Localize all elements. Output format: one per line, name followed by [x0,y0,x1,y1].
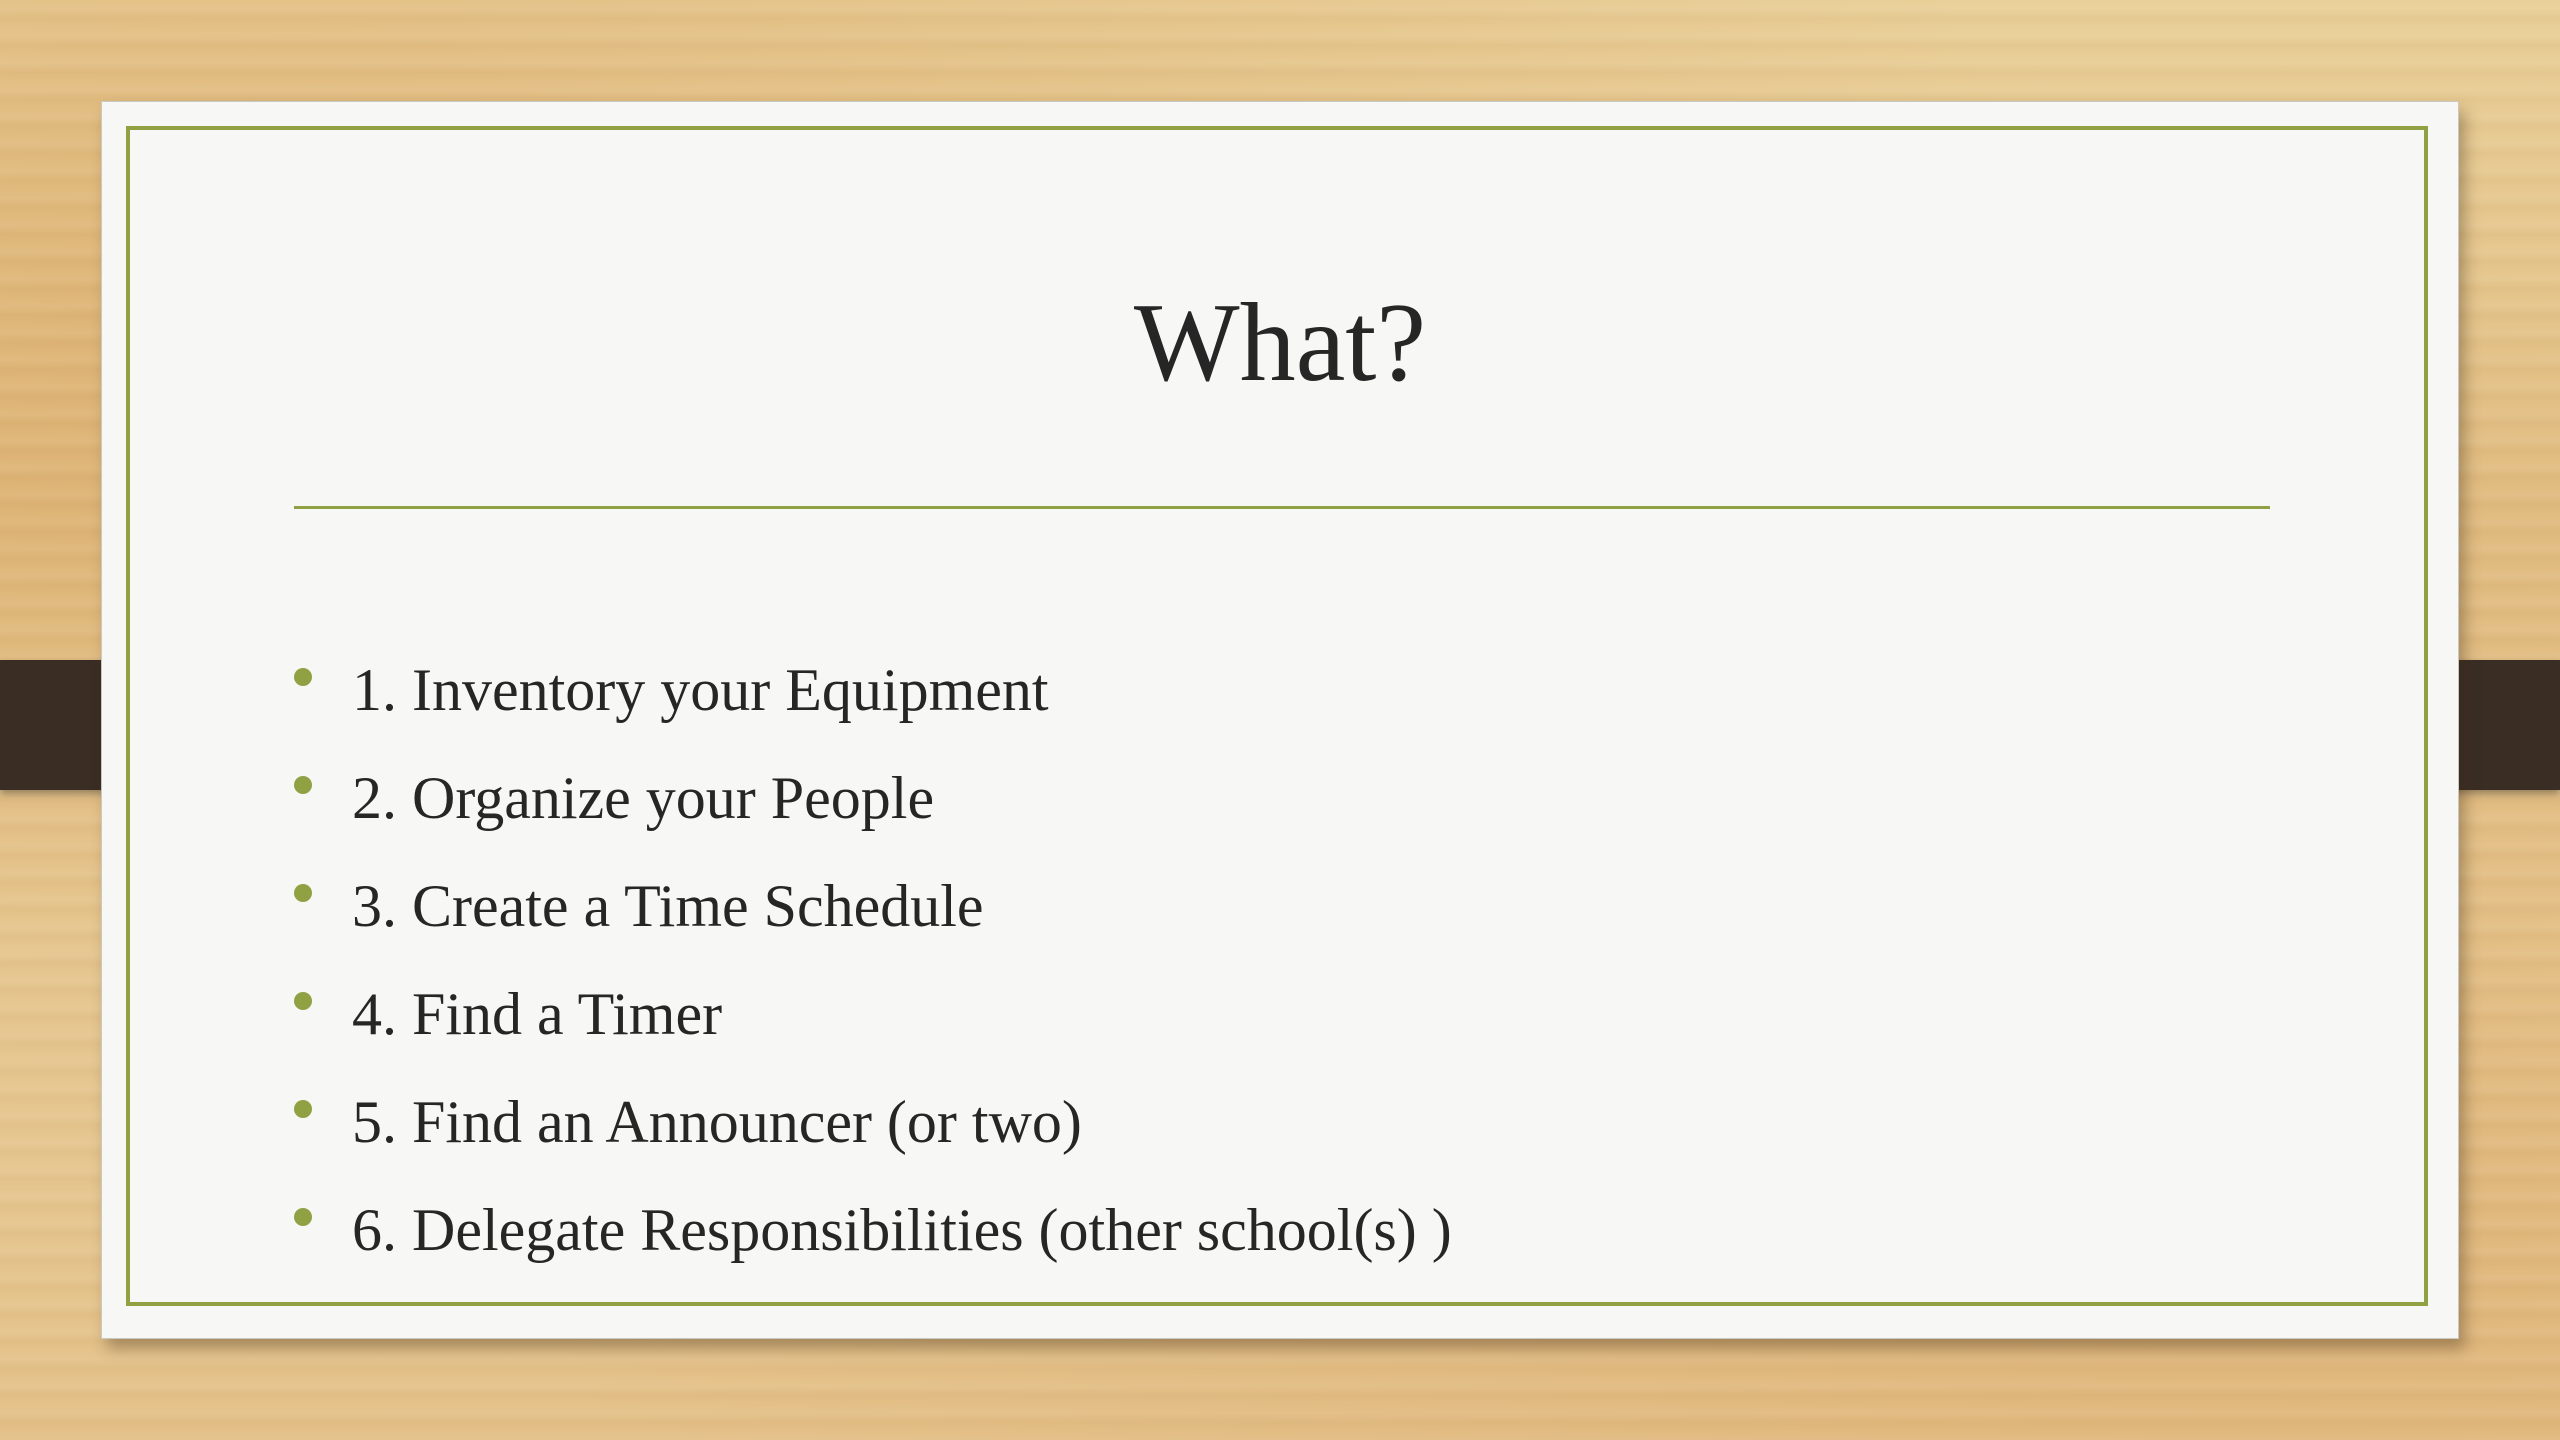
bullet-list [294,642,2244,1290]
bullet-text: 6. Delegate Responsibilities (other school(s) ) [352,1197,1452,1263]
bullet-dot-icon [294,992,312,1010]
bullet-item-1 [294,642,2244,750]
title-divider [294,506,2270,509]
slide-card [101,101,2459,1339]
bullet-text: 5. Find an Announcer (or two) [352,1089,1082,1155]
bullet-text: 4. Find a Timer [352,981,723,1047]
bullet-dot-icon [294,1208,312,1226]
bullet-dot-icon [294,884,312,902]
bullet-dot-icon [294,776,312,794]
bullet-item-2 [294,750,2244,858]
bullet-text: 2. Organize your People [352,765,935,831]
bullet-item-3 [294,858,2244,966]
bullet-item-6 [294,1182,2244,1290]
bullet-dot-icon [294,1100,312,1118]
bullet-item-5 [294,1074,2244,1182]
slide-title: What? [1133,281,1427,405]
bullet-dot-icon [294,668,312,686]
bullet-text: 1. Inventory your Equipment [352,657,1049,723]
bullet-text: 3. Create a Time Schedule [352,873,984,939]
bullet-item-4 [294,966,2244,1074]
